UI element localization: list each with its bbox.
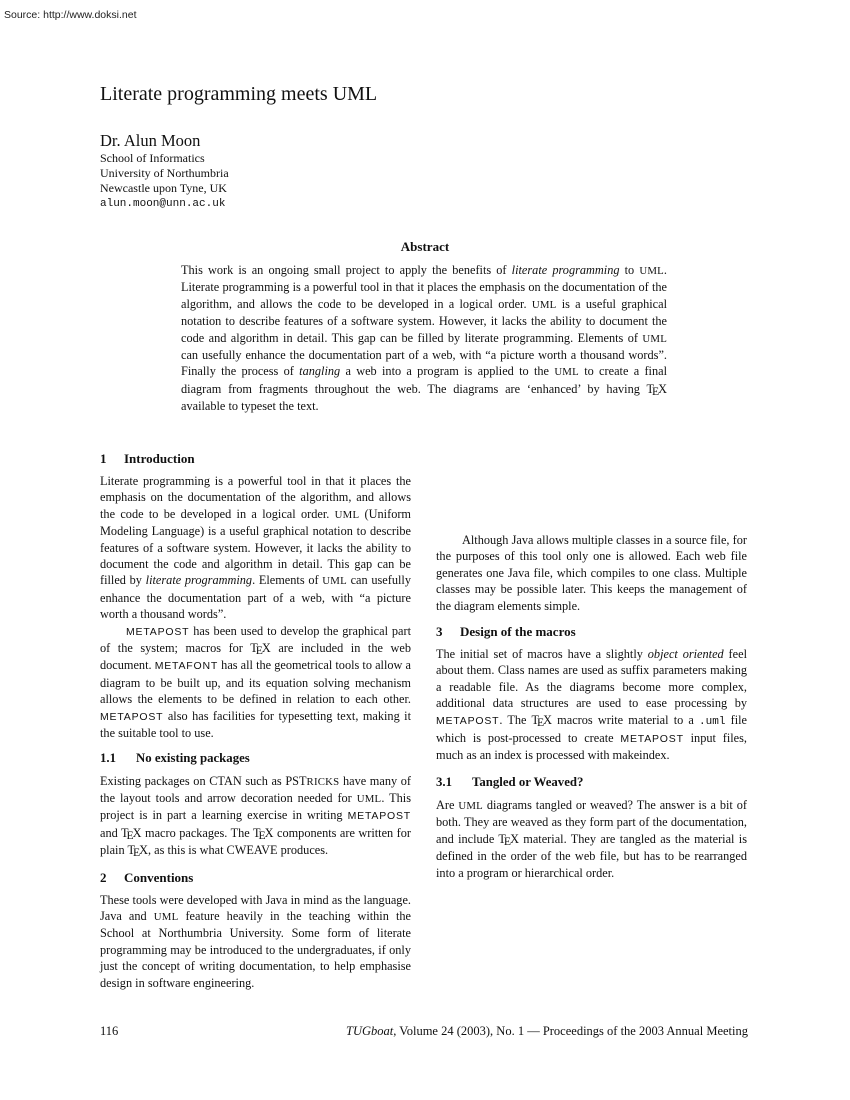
section-heading-design-of-the-macros: 3 Design of the macros (436, 624, 576, 640)
abstract-body: This work is an ongoing small project to apply the benefits of literate programming to UML. Literate programming is a powerful tool in that it places the emphasis on the documentation of the algorithm, and allows the code to be developed in a logical order. UML is a useful graphical notation to describe features of a software system. However, it lacks the ability to document the code and algorithm in detail. This gap can be filled by literate programming. Elements of UML can usefully enhance the documentation part of a web, with “a picture worth a thousand words”. Finally the process of tangling a web into a program is applied to the UML to create a final diagram from fragments throughout the web. The diagrams are ‘enhanced’ by having TEX available to typeset the text. (181, 263, 667, 414)
paper-title: Literate programming meets UML (100, 83, 378, 105)
file-extension-code: .uml (699, 715, 726, 728)
paragraph: Are UML diagrams tangled or weaved? The answer is a bit of both. They are weaved as they form part of the documentation, and include TEX material. They are tangled as the material is defined in the order of the web file, but has to be rearranged into a program or hierarchical order. (436, 797, 747, 880)
tex-logo: TEX (252, 825, 274, 842)
paragraph: METAPOST has been used to develop the graphical part of the system; macros for TEX are included in the web document. METAFONT has all the geometrical tools to allow a diagram to be built up, and its equation solving mechanism allows the elements to be defined in relation to each other. METAPOST also has facilities for typesetting text, making it the suitable tool to use. (100, 623, 411, 741)
author-name: Dr. Alun Moon (100, 131, 201, 150)
tex-logo: TEX (121, 825, 142, 842)
left-column (100, 450, 411, 991)
section-heading-introduction: 1 Introduction (100, 451, 195, 466)
paragraph: These tools were developed with Java in mind as the language. Java and UML feature heavily in the teaching within the School at Northumbria University. Some form of literate programming may be introduced to the undergraduates, if only just the concept of writing documentation, to help emphasise design in software engineering. (100, 892, 411, 990)
paragraph: Literate programming is a powerful tool in that it places the emphasis on the documentation of the algorithm, and allows the code to be developed in a logical order. UML (Uniform Modeling Language) is a useful graphical notation to describe features of a software system. However, it lacks the ability to document the code and algorithm in detail. This gap can be filled by literate programming. Elements of UML can usefully enhance the documentation part of a web, with “a picture worth a thousand words”. (100, 474, 411, 622)
author-affiliation-line: Newcastle upon Tyne, UK (100, 181, 227, 195)
author-email: alun.moon@unn.ac.uk (100, 198, 226, 210)
tex-logo: TEX (531, 712, 553, 729)
source-label: Source: http://www.doksi.net (4, 9, 137, 21)
author-affiliation-line: University of Northumbria (100, 166, 229, 180)
section-heading-conventions: 2 Conventions (100, 869, 194, 885)
paragraph: Existing packages on CTAN such as PSTRICKS have many of the layout tools and arrow decoration needed for UML. This project is in part a learning exercise in writing METAPOST and TEX macro packages. The TEX components are written for plain TEX, as this is what CWEAVE produces. (100, 773, 412, 860)
tex-logo: TEX (646, 381, 667, 398)
abstract-heading: Abstract (400, 239, 450, 254)
section-heading-tangled-or-weaved: 3.1 Tangled or Weaved? (436, 774, 584, 789)
pstricks-logo: PSTRICKS (285, 773, 340, 788)
right-column (436, 450, 747, 881)
paragraph: The initial set of macros have a slightly object oriented feel about them. Class names are used as suffix parameters making a readable file. As the diagrams become more complex, additional data structures are used to ease processing by METAPOST. The TEX macros write material to a .uml file which is post-processed to create METAPOST input files, much as an index is processed with makeindex. (436, 647, 747, 763)
section-heading-no-existing-packages: 1.1 No existing packages (100, 750, 250, 765)
paragraph: Although Java allows multiple classes in a source file, for the purposes of this tool only one is allowed. Each web file generates one Java file, which compiles to one class. Multiple classes may be possible later. This keeps the management of the diagram elements simple. (436, 533, 747, 613)
author-affiliation-line: School of Informatics (100, 151, 205, 165)
page-number: 116 (100, 1024, 119, 1038)
tex-logo: TEX (127, 843, 148, 860)
tex-logo: TEX (250, 641, 271, 658)
tex-logo: TEX (498, 831, 519, 848)
running-footer: TUGboat, Volume 24 (2003), No. 1 — Proceedings of the 2003 Annual Meeting (346, 1024, 748, 1038)
author-block (100, 131, 229, 212)
